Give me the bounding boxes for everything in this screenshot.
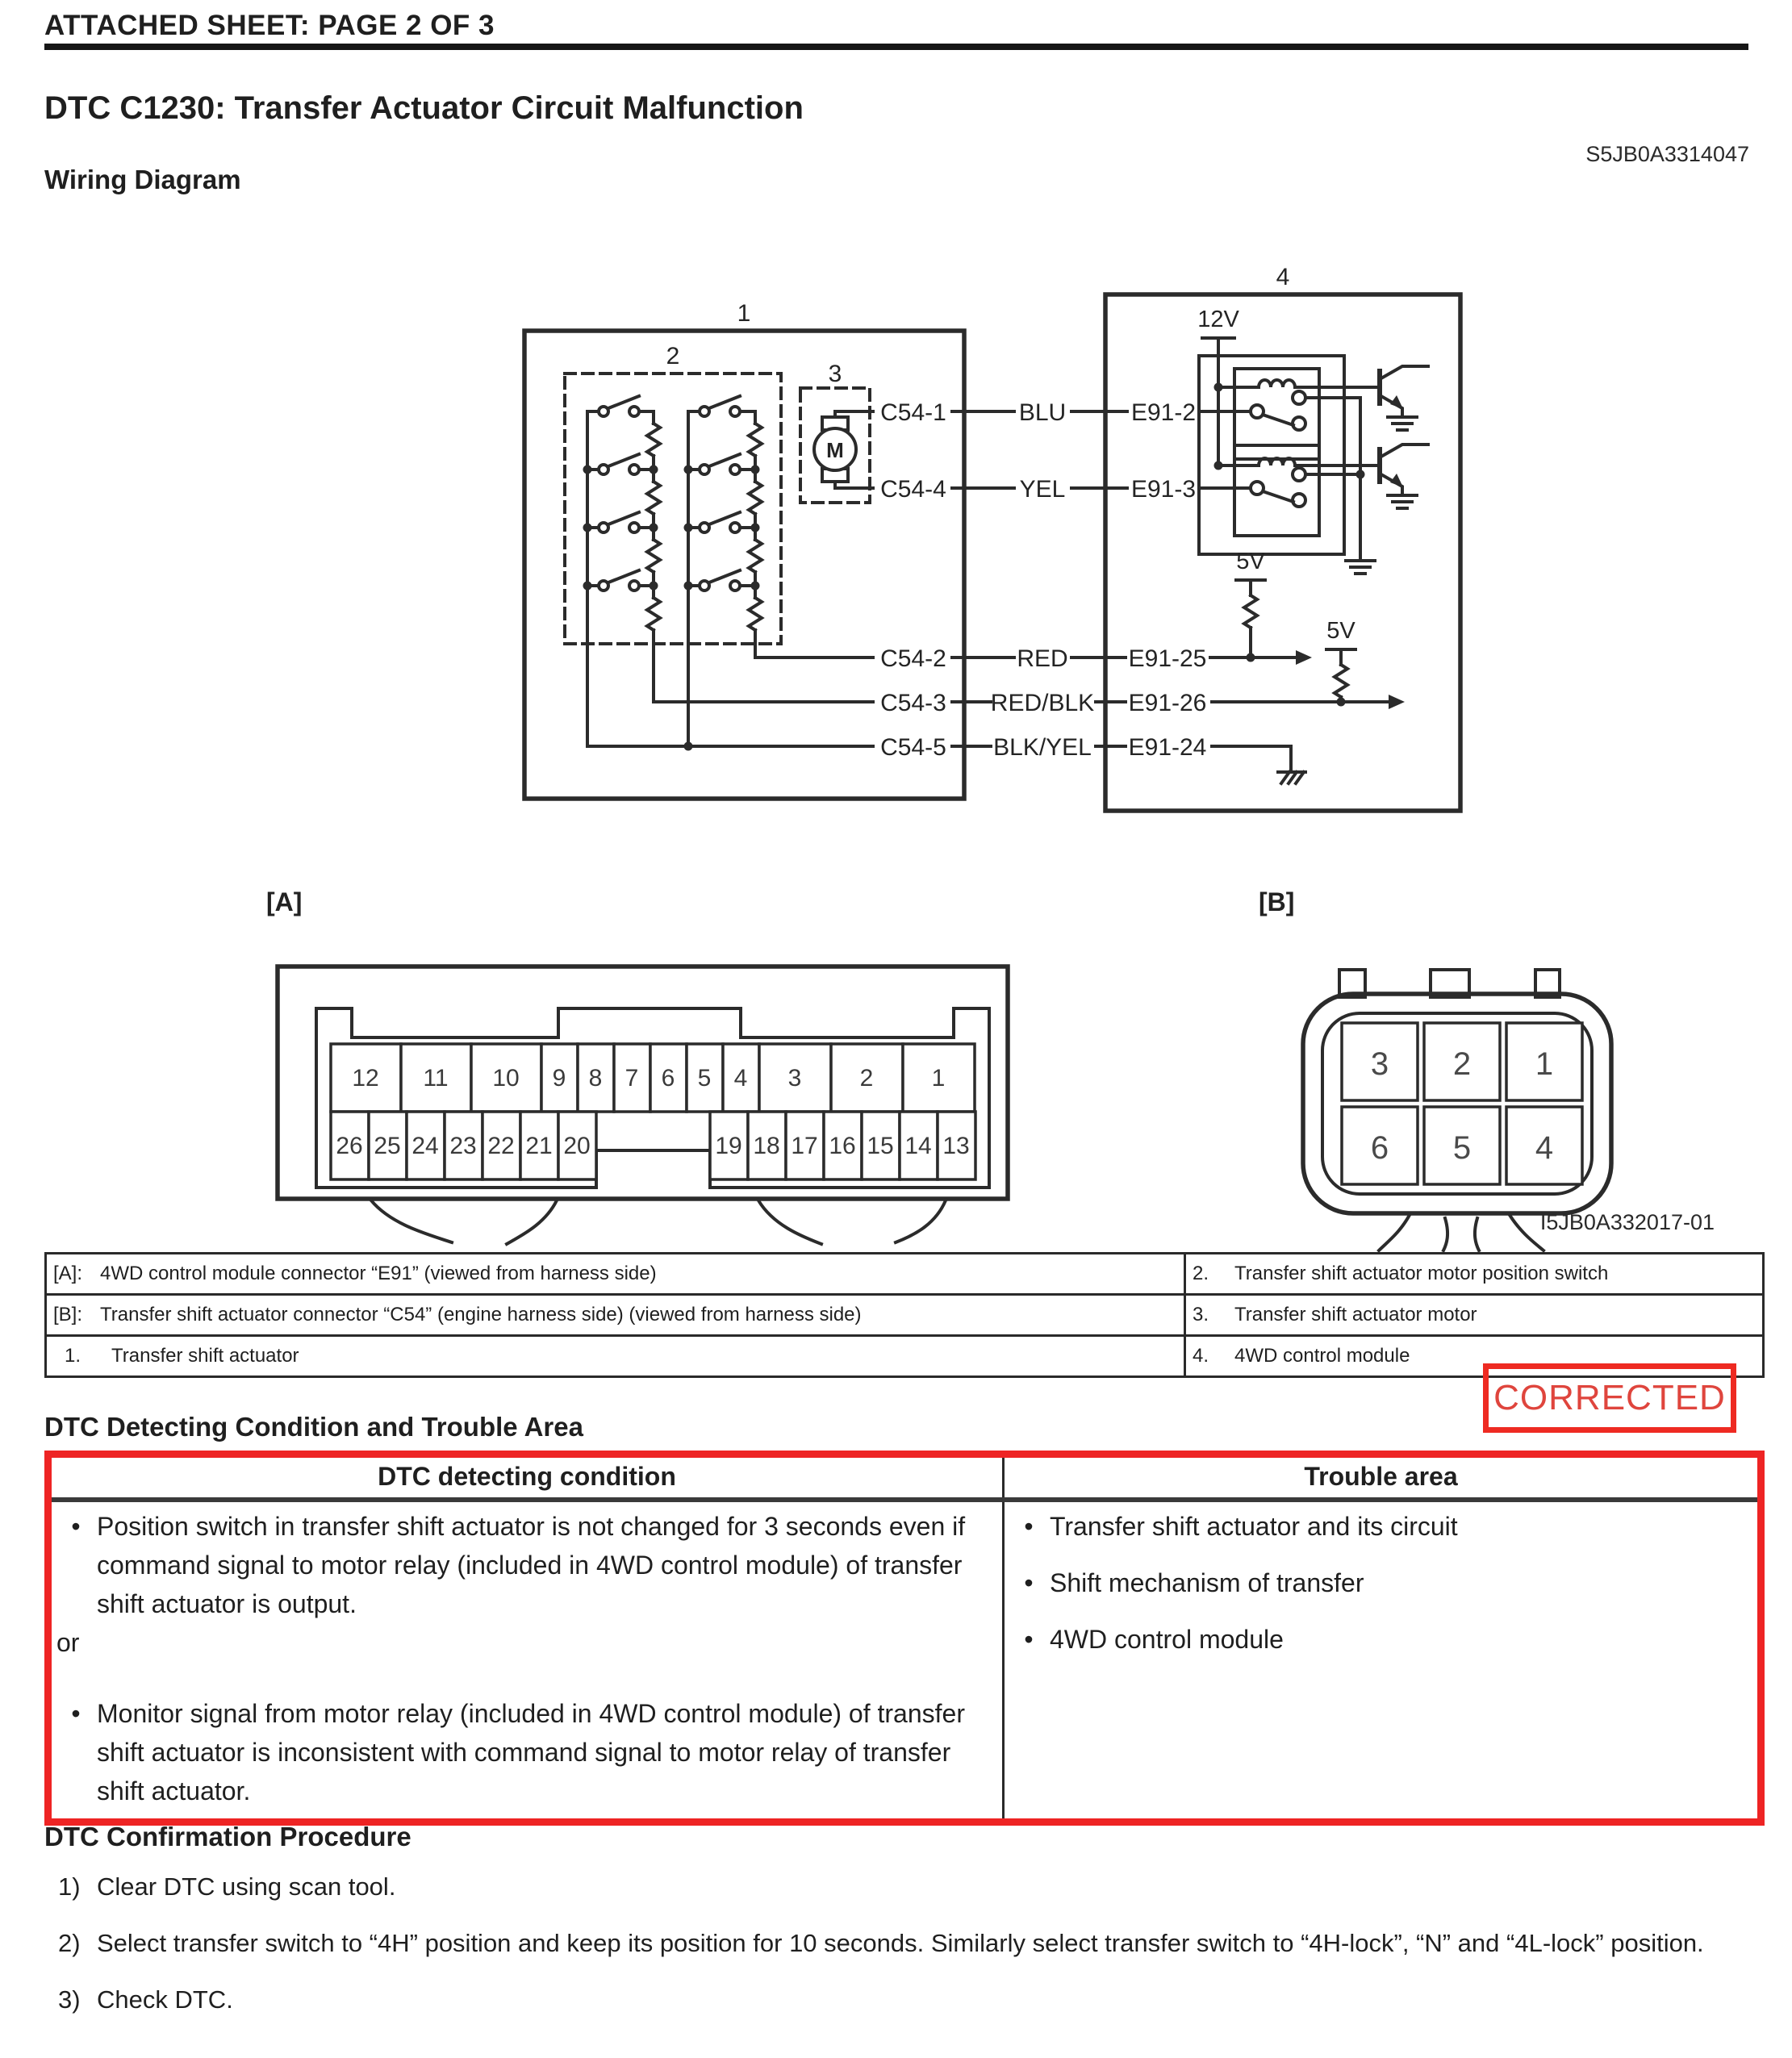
pin-c54-1: C54-1 — [880, 399, 946, 426]
step-number: 1) — [58, 1872, 81, 1901]
svg-text:10: 10 — [492, 1065, 520, 1092]
pullup-5v-2 — [1326, 618, 1405, 709]
pin-c54-3: C54-3 — [880, 690, 946, 716]
pullup-5v-1 — [1236, 549, 1312, 665]
connector-a-pins — [331, 1044, 975, 1179]
wire-color-blu: BLU — [1018, 399, 1067, 426]
legend-text: 4WD control module connector “E91” (viewed from harness side) — [100, 1263, 657, 1284]
dtc-condition-heading: DTC Detecting Condition and Trouble Area — [44, 1412, 583, 1442]
svg-text:3: 3 — [1370, 1046, 1389, 1082]
svg-text:1: 1 — [931, 1065, 946, 1092]
trouble-area-column-header: Trouble area — [1304, 1462, 1458, 1491]
document-code: S5JB0A3314047 — [1585, 142, 1749, 166]
svg-text:4: 4 — [733, 1065, 748, 1092]
switch-row — [587, 396, 654, 416]
switch-row — [688, 570, 755, 591]
connector-b-label: [B] — [1259, 887, 1295, 916]
svg-text:3: 3 — [787, 1065, 802, 1092]
bullet-icon: • — [1024, 1512, 1034, 1541]
svg-text:13: 13 — [942, 1133, 970, 1159]
svg-text:25: 25 — [374, 1133, 401, 1159]
trouble-area-item: • Shift mechanism of transfer — [1008, 1563, 1749, 1602]
svg-text:5: 5 — [1452, 1130, 1472, 1166]
switch-row — [688, 512, 755, 532]
procedure-step-3: 3) Check DTC. — [58, 1981, 1756, 2018]
procedure-step-2: 2) Select transfer switch to “4H” position and keep its position for 10 seconds. Similarly select transfer switch to “4H-lock”, “N” and “4L-lock” position. — [58, 1925, 1756, 1962]
box2-label: 2 — [666, 343, 680, 369]
trouble-area-item: • Transfer shift actuator and its circuit — [1008, 1507, 1749, 1546]
corrected-stamp: CORRECTED — [1483, 1363, 1736, 1433]
svg-text:9: 9 — [552, 1065, 566, 1092]
pin-c54-4: C54-4 — [880, 476, 946, 503]
step-number: 2) — [58, 1929, 81, 1957]
header-rule — [44, 44, 1748, 50]
switch-row — [587, 454, 654, 474]
dtc-condition-table — [44, 1451, 1765, 1826]
svg-text:4: 4 — [1535, 1130, 1554, 1166]
svg-text:16: 16 — [829, 1133, 856, 1159]
dtc-table-body-row — [52, 1502, 1757, 1818]
switch-row — [688, 454, 755, 474]
pin-e91-3: E91-3 — [1130, 476, 1197, 503]
legend-text: Transfer shift actuator motor — [1234, 1304, 1477, 1325]
svg-text:8: 8 — [588, 1065, 603, 1092]
step-number: 3) — [58, 1985, 81, 2014]
svg-text:21: 21 — [525, 1133, 553, 1159]
trouble-area-item: • 4WD control module — [1008, 1620, 1749, 1659]
svg-text:2: 2 — [859, 1065, 874, 1092]
box1-label: 1 — [737, 300, 751, 327]
switch-row — [688, 396, 755, 416]
wire-color-blkyel: BLK/YEL — [993, 734, 1092, 761]
legend-key: [B]: — [53, 1304, 83, 1325]
bullet-icon: • — [1024, 1568, 1034, 1597]
wiring-diagram-heading: Wiring Diagram — [44, 165, 241, 194]
procedure-steps — [58, 1868, 1756, 2038]
table-row — [46, 1295, 1764, 1336]
connector-a-label: [A] — [266, 887, 303, 916]
trouble-area-cell — [1005, 1502, 1757, 1818]
svg-text:5: 5 — [697, 1065, 712, 1092]
bullet-icon: • — [71, 1699, 81, 1728]
bullet-icon: • — [1024, 1625, 1034, 1654]
svg-text:1: 1 — [1535, 1046, 1554, 1082]
page-header: ATTACHED SHEET: PAGE 2 OF 3 — [44, 10, 495, 41]
legend-text: Transfer shift actuator — [111, 1345, 299, 1367]
pin-c54-2: C54-2 — [880, 645, 946, 672]
svg-text:19: 19 — [715, 1133, 742, 1159]
legend-key: [A]: — [53, 1263, 83, 1284]
svg-text:20: 20 — [563, 1133, 591, 1159]
svg-text:6: 6 — [1370, 1130, 1389, 1166]
svg-text:11: 11 — [423, 1065, 449, 1092]
legend-key: 2. — [1193, 1263, 1209, 1284]
switch-row — [587, 512, 654, 532]
svg-text:14: 14 — [904, 1133, 932, 1159]
legend-key: 4. — [1193, 1345, 1209, 1367]
switch-row — [587, 570, 654, 591]
legend-text: 4WD control module — [1234, 1345, 1410, 1367]
pin-e91-24: E91-24 — [1128, 734, 1207, 761]
box4-label: 4 — [1276, 264, 1290, 290]
procedure-heading: DTC Confirmation Procedure — [44, 1822, 411, 1851]
pin-e91-2: E91-2 — [1130, 399, 1197, 426]
wire-color-yel: YEL — [1019, 476, 1066, 503]
dtc-table-header-row — [52, 1458, 1757, 1502]
svg-text:17: 17 — [791, 1133, 818, 1159]
dtc-condition-cell — [52, 1502, 1005, 1818]
chassis-ground — [1278, 772, 1305, 783]
supply-5v-label-2: 5V — [1326, 618, 1355, 644]
svg-text:23: 23 — [449, 1133, 477, 1159]
svg-text:7: 7 — [624, 1065, 639, 1092]
svg-text:12: 12 — [352, 1065, 379, 1092]
pin-e91-26: E91-26 — [1128, 690, 1207, 716]
legend-text: Transfer shift actuator motor position switch — [1234, 1263, 1609, 1284]
figure-code: I5JB0A332017-01 — [1539, 1210, 1715, 1234]
condition-bullet-1: • Position switch in transfer shift actuator is not changed for 3 seconds even if command signal to motor relay (included in 4WD control module) of transfer shift actuator is output. — [55, 1507, 994, 1623]
legend-text: Transfer shift actuator connector “C54” (engine harness side) (viewed from harness side) — [100, 1304, 862, 1325]
connector-b-pins — [1342, 1023, 1582, 1184]
condition-bullet-2: • Monitor signal from motor relay (included in 4WD control module) of transfer shift actuator is inconsistent with command signal to motor relay of transfer shift actuator. — [55, 1694, 994, 1810]
legend-key: 1. — [65, 1345, 81, 1367]
pin-c54-5: C54-5 — [880, 734, 946, 761]
motor-letter: M — [826, 438, 844, 462]
wire-color-red: RED — [1017, 645, 1068, 672]
connector-a-figure — [274, 962, 1013, 1252]
wire-color-redblk: RED/BLK — [990, 690, 1095, 716]
condition-or: or — [56, 1628, 80, 1657]
svg-text:26: 26 — [336, 1133, 363, 1159]
connector-a-wires — [371, 1200, 946, 1244]
supply-12v-label: 12V — [1197, 307, 1239, 332]
svg-text:24: 24 — [411, 1133, 439, 1159]
connector-b-wires — [1379, 1215, 1543, 1250]
table-row — [46, 1254, 1764, 1295]
procedure-step-1: 1) Clear DTC using scan tool. — [58, 1868, 1756, 1906]
page-title: DTC C1230: Transfer Actuator Circuit Malfunction — [44, 90, 804, 126]
supply-5v-label-1: 5V — [1236, 549, 1265, 574]
pin-e91-25: E91-25 — [1128, 645, 1207, 672]
bullet-icon: • — [71, 1512, 81, 1541]
legend-key: 3. — [1193, 1304, 1209, 1325]
svg-text:15: 15 — [867, 1133, 894, 1159]
motor-symbol — [814, 411, 873, 488]
relay-driver-circuit — [1197, 307, 1428, 574]
svg-text:22: 22 — [487, 1133, 515, 1159]
svg-text:18: 18 — [753, 1133, 780, 1159]
svg-text:6: 6 — [661, 1065, 675, 1092]
box3-label: 3 — [828, 361, 842, 387]
dtc-condition-column-header: DTC detecting condition — [52, 1458, 1005, 1497]
svg-text:2: 2 — [1452, 1046, 1472, 1082]
legend-table — [44, 1252, 1765, 1378]
wiring-diagram — [500, 238, 1509, 859]
